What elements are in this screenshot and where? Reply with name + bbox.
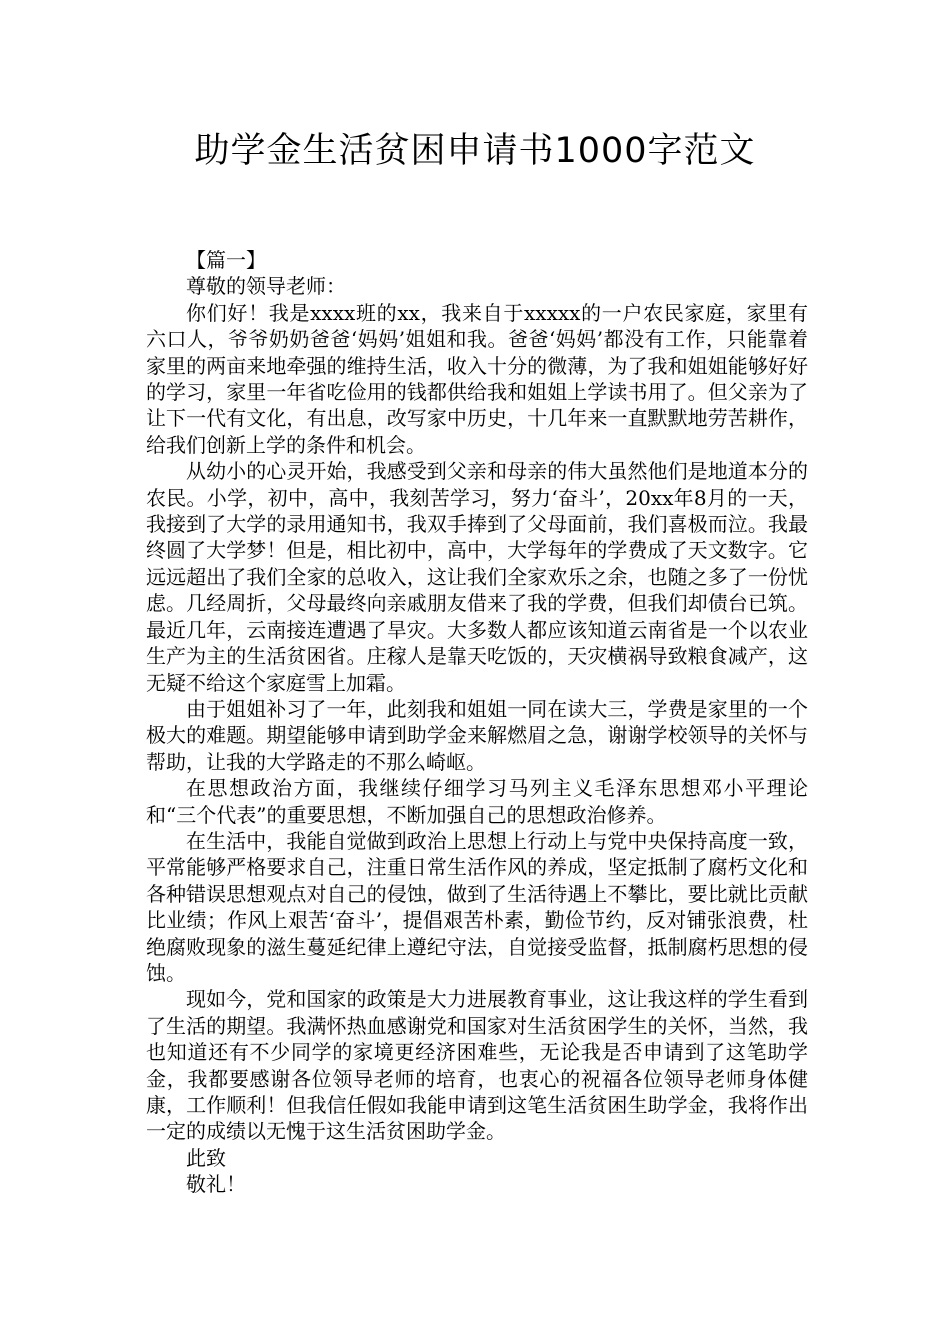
paragraph-6: 现如今，党和国家的政策是大力进展教育事业，这让我这样的学生看到了生活的期望。我满怀热血感谢党和国家对生活贫困学生的关怀，当然，我也知道还有不少同学的家境更经济困难些，无论我是否申请到了这笔助学金，我都要感谢各位领导老师的培育，也衷心的祝福各位领导老师身体健康，工作顺利！但我信任假如我能申请到这笔生活贫困生助学金，我将作出一定的成绩以无愧于这生活贫困助学金。 [146,987,808,1144]
closing-line-1: 此致 [186,1145,226,1170]
paragraph-5: 在生活中，我能自觉做到政治上思想上行动上与党中央保持高度一致，平常能够严格要求自己，注重日常生活作风的养成，坚定抵制了腐朽文化和各种错误思想观点对自己的侵蚀，做到了生活待遇上不攀比，要比就比贡献比业绩；作风上艰苦‘奋斗’，提倡艰苦朴素，勤俭节约，反对铺张浪费，杜绝腐败现象的滋生蔓延纪律上遵纪守法，自觉接受监督，抵制腐朽思想的侵蚀。 [146,828,808,985]
document-title: 助学金生活贫困申请书1000字范文 [194,131,756,171]
paragraph-4: 在思想政治方面，我继续仔细学习马列主义毛泽东思想邓小平理论和“三个代表”的重要思想，不断加强自己的思想政治修养。 [146,776,808,827]
salutation: 尊敬的领导老师： [186,274,346,299]
paragraph-1: 你们好！我是xxxx班的xx，我来自于xxxxx的一户农民家庭，家里有六口人，爷爷奶奶爸爸‘妈妈’姐姐和我。爸爸‘妈妈’都没有工作，只能靠着家里的两亩来地牵强的维持生活，收入十分的微薄，为了我和姐姐能够好好的学习，家里一年省吃俭用的钱都供给我和姐姐上学读书用了。但父亲为了让下一代有文化，有出息，改写家中历史，十几年来一直默默地劳苦耕作，给我们创新上学的条件和机会。 [146,300,808,457]
paragraph-2: 从幼小的心灵开始，我感受到父亲和母亲的伟大虽然他们是地道本分的农民。小学，初中，高中，我刻苦学习，努力‘奋斗’，20xx年8月的一天，我接到了大学的录用通知书，我双手捧到了父母面前，我们喜极而泣。我最终圆了大学梦！但是，相比初中，高中，大学每年的学费成了天文数字。它远远超出了我们全家的总收入，这让我们全家欢乐之余，也随之多了一份忧虑。几经周折，父母最终向亲戚朋友借来了我的学费，但我们却债台已筑。最近几年，云南接连遭遇了旱灾。大多数人都应该知道云南省是一个以农业生产为主的生活贫困省。庄稼人是靠天吃饭的，天灾横祸导致粮食减产，这无疑不给这个家庭雪上加霜。 [146,459,808,695]
closing-line-2: 敬礼！ [186,1172,246,1197]
paragraph-3: 由于姐姐补习了一年，此刻我和姐姐一同在读大三，学费是家里的一个极大的难题。期望能够申请到助学金来解燃眉之急，谢谢学校领导的关怀与帮助，让我的大学路走的不那么崎岖。 [146,696,808,774]
section-label: 【篇一】 [186,248,266,272]
document-body [146,247,808,1198]
